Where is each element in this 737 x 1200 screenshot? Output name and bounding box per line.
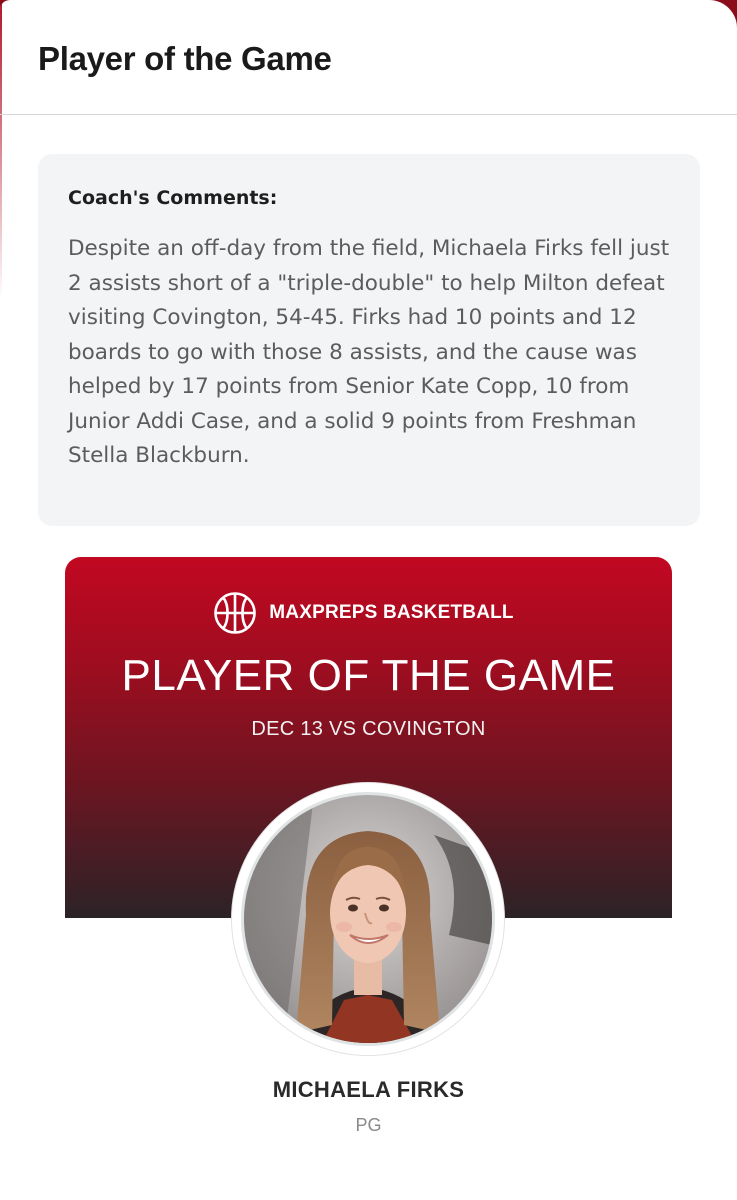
- page-title: Player of the Game: [38, 40, 332, 77]
- game-date-opponent: DEC 13 VS COVINGTON: [251, 718, 486, 740]
- player-photo[interactable]: [241, 792, 495, 1046]
- coach-comments-text: Despite an off-day from the field, Michaela Firks fell just 2 assists short of a "triple-double" to help Milton defeat visiting Covington, 54-45. Firks had 10 points and 12 boards to go with those 8 assists, and the cause was helped by 17 points from Senior Kate Copp, 10 from Junior Addi Case, and a solid 9 points from Freshman Stella Blackburn.: [68, 236, 670, 468]
- card-title: PLAYER OF THE GAME: [121, 651, 616, 700]
- brand-label: MAXPREPS BASKETBALL: [269, 602, 514, 623]
- player-photo-illustration: [244, 795, 492, 1043]
- header: [0, 0, 737, 115]
- brand: [65, 591, 672, 635]
- coach-comments-box: [38, 154, 700, 526]
- coach-comments-label: Coach's Comments:: [68, 187, 278, 209]
- basketball-icon: [213, 591, 257, 635]
- player-avatar-ring: [232, 783, 504, 1055]
- player-position: PG: [355, 1115, 382, 1135]
- player-name[interactable]: MICHAELA FIRKS: [272, 1077, 465, 1102]
